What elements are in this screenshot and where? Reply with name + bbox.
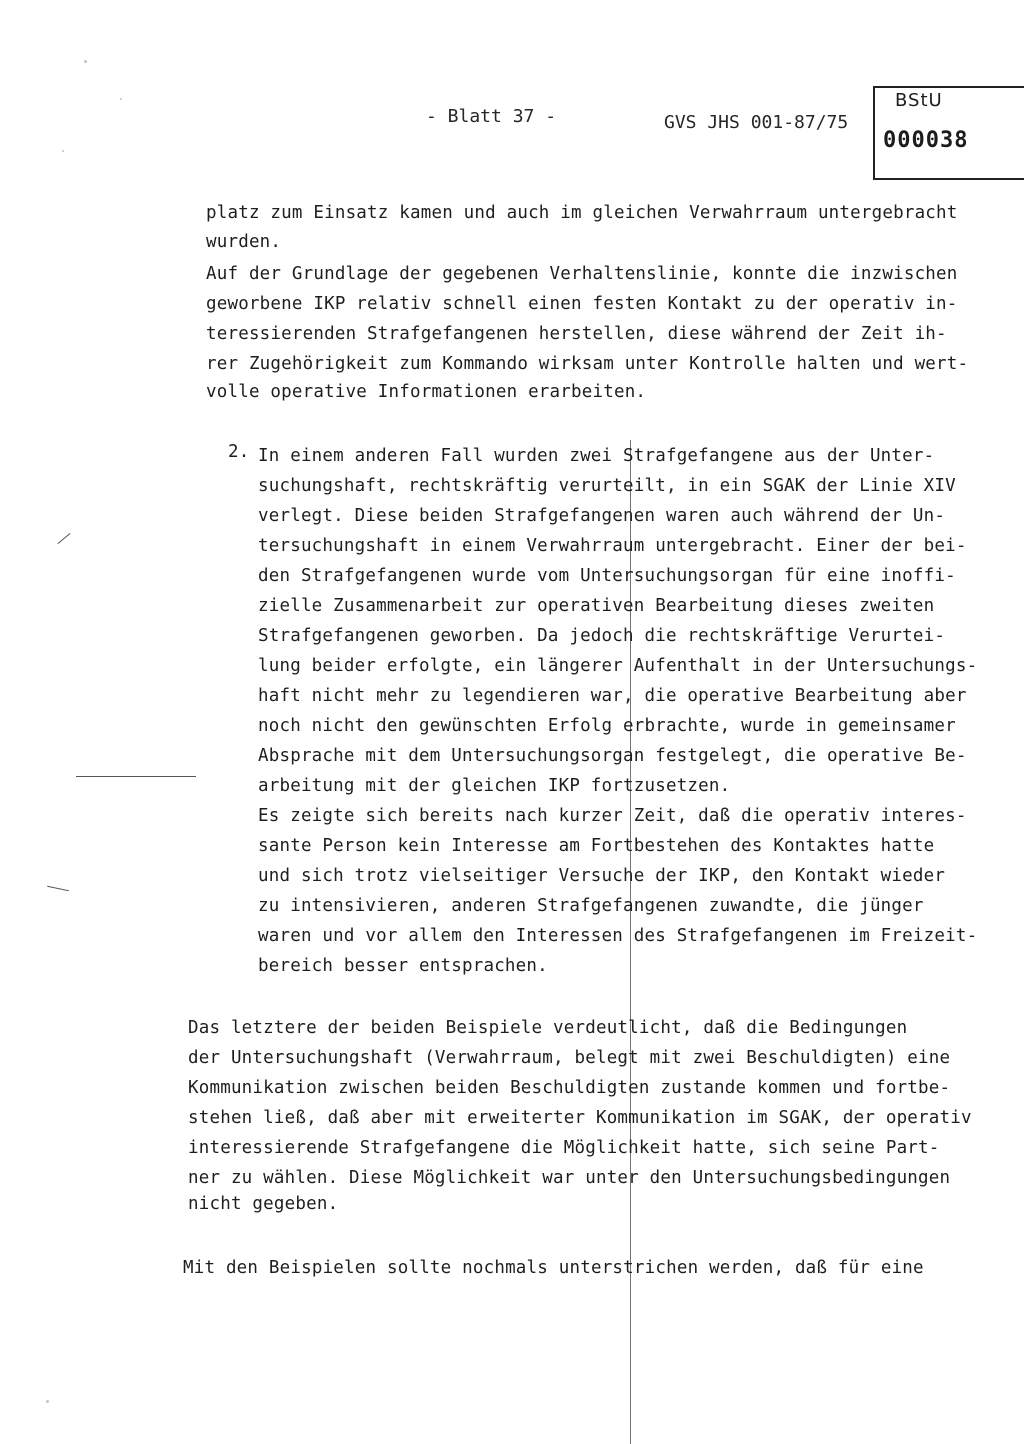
text-line: interessierende Strafgefangene die Möglichkeit hatte, sich seine Part-	[188, 1138, 940, 1158]
text-line: Mit den Beispielen sollte nochmals unterstrichen werden, daß für eine	[183, 1258, 924, 1278]
text-line: suchungshaft, rechtskräftig verurteilt, in ein SGAK der Linie XIV	[258, 476, 956, 496]
reference-code: GVS JHS 001-87/75	[664, 112, 849, 133]
text-line: geworbene IKP relativ schnell einen festen Kontakt zu der operativ in-	[206, 294, 958, 314]
text-line: und sich trotz vielseitiger Versuche der IKP, den Kontakt wieder	[258, 866, 946, 886]
text-line: der Untersuchungshaft (Verwahrraum, belegt mit zwei Beschuldigten) eine	[188, 1048, 951, 1068]
text-line: waren und vor allem den Interessen des Strafgefangenen im Freizeit-	[258, 926, 978, 946]
margin-mark	[58, 533, 71, 544]
text-line: stehen ließ, daß aber mit erweiterter Kommunikation im SGAK, der operativ	[188, 1108, 972, 1128]
sheet-number: - Blatt 37 -	[426, 106, 557, 127]
text-line: In einem anderen Fall wurden zwei Strafgefangene aus der Unter-	[258, 446, 935, 466]
scan-speck	[46, 1400, 49, 1403]
text-line: teressierenden Strafgefangenen herstellen, diese während der Zeit ih-	[206, 324, 947, 344]
margin-mark	[76, 776, 196, 777]
text-line: bereich besser entsprachen.	[258, 956, 548, 976]
stamp-number: 000038	[883, 128, 969, 153]
text-line: zielle Zusammenarbeit zur operativen Bearbeitung dieses zweiten	[258, 596, 935, 616]
text-line: noch nicht den gewünschten Erfolg erbrachte, wurde in gemeinsamer	[258, 716, 956, 736]
text-line: sante Person kein Interesse am Fortbestehen des Kontaktes hatte	[258, 836, 935, 856]
text-line: Strafgefangenen geworben. Da jedoch die rechtskräftige Verurtei-	[258, 626, 946, 646]
margin-mark	[47, 886, 69, 892]
text-line: haft nicht mehr zu legendieren war, die operative Bearbeitung aber	[258, 686, 967, 706]
text-line: wurden.	[206, 232, 282, 252]
text-line: arbeitung mit der gleichen IKP fortzusetzen.	[258, 776, 731, 796]
text-line: lung beider erfolgte, ein längerer Aufenthalt in der Untersuchungs-	[258, 656, 978, 676]
scan-speck	[84, 60, 87, 63]
text-line: Das letztere der beiden Beispiele verdeutlicht, daß die Bedingungen	[188, 1018, 908, 1038]
text-line: rer Zugehörigkeit zum Kommando wirksam unter Kontrolle halten und wert-	[206, 354, 969, 374]
text-line: Auf der Grundlage der gegebenen Verhaltenslinie, konnte die inzwischen	[206, 264, 958, 284]
text-line: Es zeigte sich bereits nach kurzer Zeit, daß die operativ interes-	[258, 806, 967, 826]
text-line: zu intensivieren, anderen Strafgefangenen zuwandte, die jünger	[258, 896, 924, 916]
text-line: verlegt. Diese beiden Strafgefangenen waren auch während der Un-	[258, 506, 946, 526]
text-line: Kommunikation zwischen beiden Beschuldigten zustande kommen und fortbe-	[188, 1078, 951, 1098]
stamp-org: BStU	[895, 90, 943, 111]
text-line: volle operative Informationen erarbeiten.	[206, 382, 647, 402]
scan-speck	[62, 150, 64, 152]
scan-speck	[120, 98, 122, 100]
list-number: 2.	[228, 442, 250, 462]
archive-stamp	[873, 86, 1024, 180]
text-line: den Strafgefangenen wurde vom Untersuchungsorgan für eine inoffi-	[258, 566, 956, 586]
text-line: Absprache mit dem Untersuchungsorgan festgelegt, die operative Be-	[258, 746, 967, 766]
text-line: platz zum Einsatz kamen und auch im gleichen Verwahrraum untergebracht	[206, 203, 958, 223]
text-line: tersuchungshaft in einem Verwahrraum untergebracht. Einer der bei-	[258, 536, 967, 556]
text-line: nicht gegeben.	[188, 1194, 339, 1214]
text-line: ner zu wählen. Diese Möglichkeit war unter den Untersuchungsbedingungen	[188, 1168, 951, 1188]
